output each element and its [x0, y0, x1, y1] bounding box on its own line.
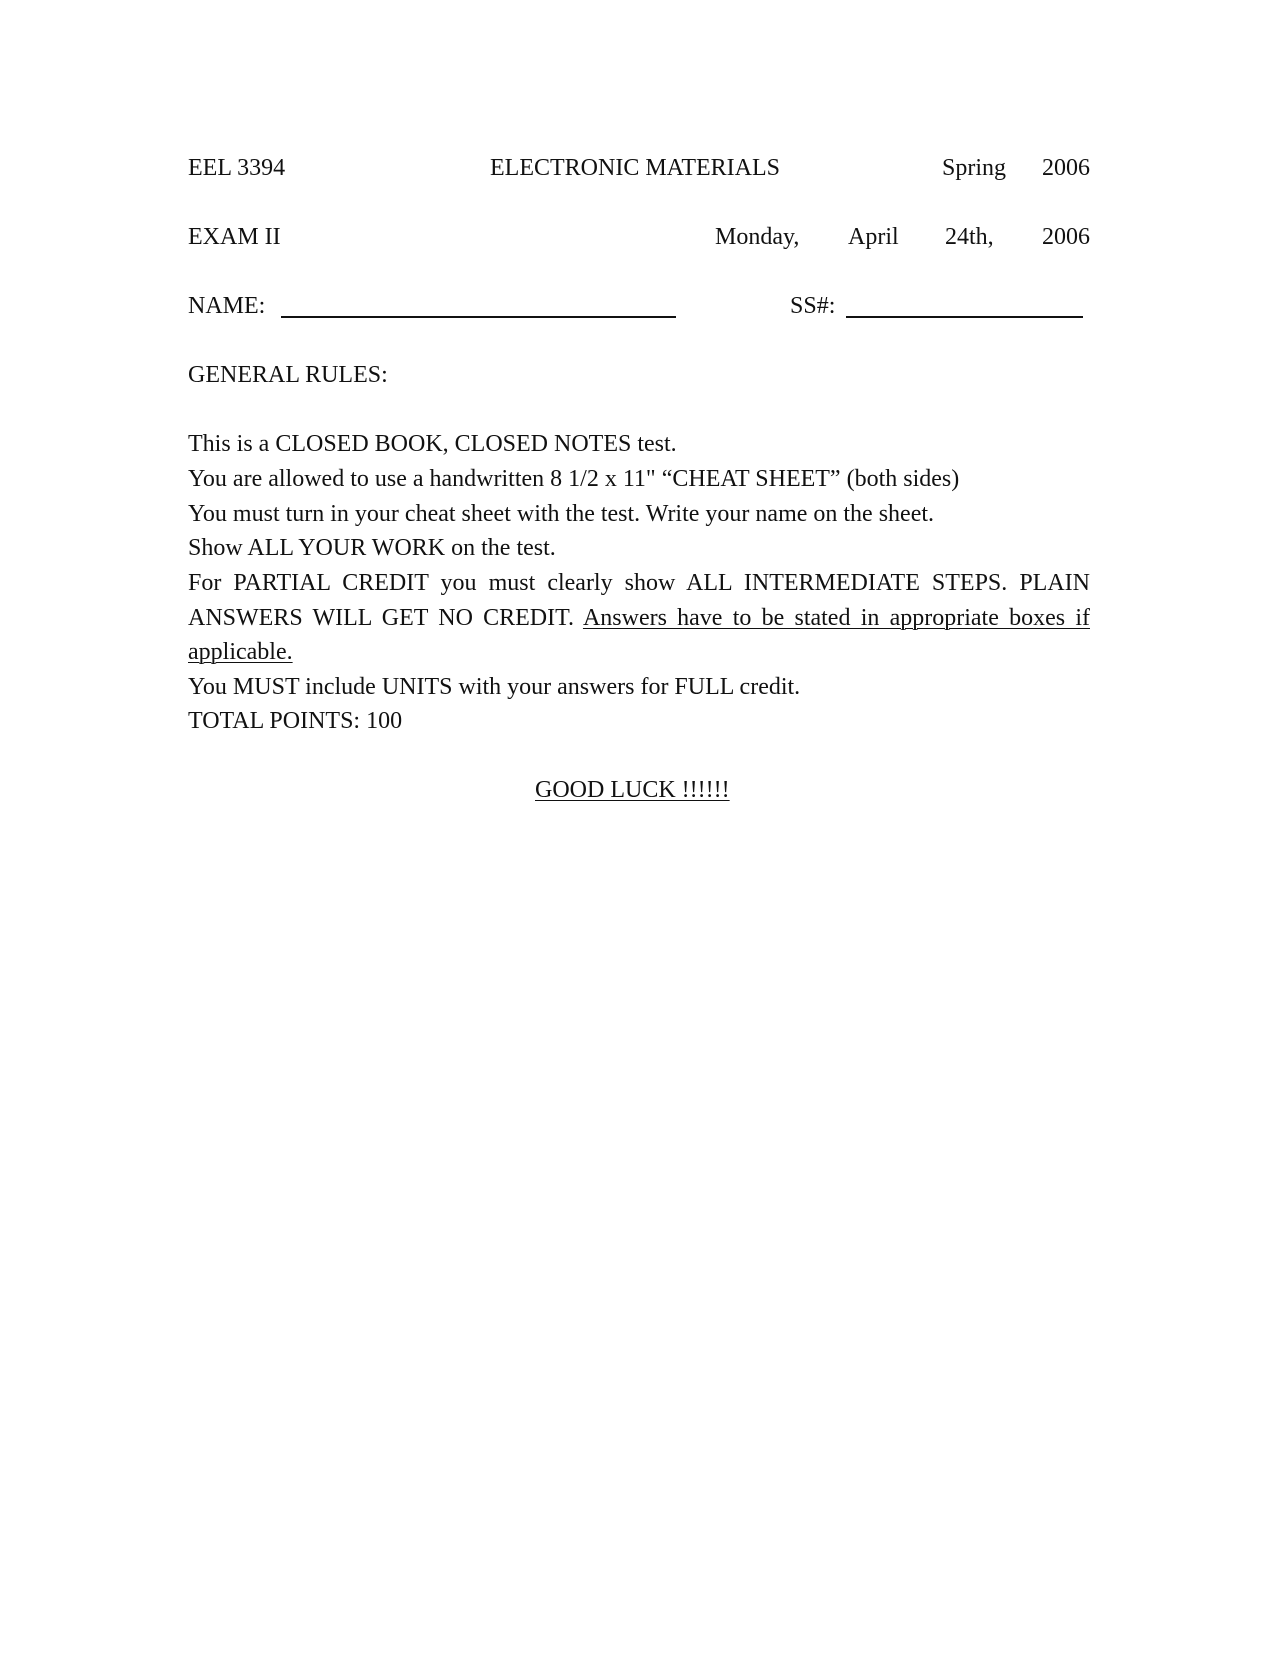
rule-line-8: You MUST include UNITS with your answers for FULL credit.	[188, 674, 801, 700]
good-luck-text: GOOD LUCK !!!!!!	[535, 777, 730, 803]
date-weekday: Monday,	[715, 224, 800, 250]
rule-line-7	[188, 640, 1090, 664]
rule-line-5: For PARTIAL CREDIT you must clearly show ALL INTERMEDIATE STEPS. PLAIN	[188, 570, 1090, 596]
rule-line-2: You are allowed to use a handwritten 8 1/2 x 11" “CHEAT SHEET” (both sides)	[188, 466, 960, 492]
rule-line-1: This is a CLOSED BOOK, CLOSED NOTES test.	[188, 431, 677, 457]
rule-line-6-underlined: Answers have to be stated in appropriate boxes if	[582, 605, 1090, 631]
ss-blank-line[interactable]	[846, 316, 1083, 318]
name-label: NAME:	[188, 293, 266, 319]
course-code: EEL 3394	[188, 155, 286, 181]
course-title: ELECTRONIC MATERIALS	[490, 155, 780, 181]
rules-heading: GENERAL RULES:	[188, 362, 388, 388]
rule-line-7-underlined: applicable.	[188, 639, 293, 665]
rule-line-3: You must turn in your cheat sheet with the test. Write your name on the sheet.	[188, 501, 935, 527]
exam-title: EXAM II	[188, 224, 281, 250]
term-season: Spring	[942, 155, 1007, 181]
rule-line-9: TOTAL POINTS: 100	[188, 708, 403, 734]
rule-line-4: Show ALL YOUR WORK on the test.	[188, 535, 556, 561]
date-day: 24th,	[945, 224, 994, 250]
term-year: 2006	[1042, 155, 1090, 181]
name-blank-line[interactable]	[281, 316, 676, 318]
date-month: April	[848, 224, 899, 250]
rule-line-6-plain: ANSWERS WILL GET NO CREDIT.	[188, 605, 575, 631]
date-year: 2006	[1042, 224, 1090, 250]
rule-line-6	[188, 606, 1090, 630]
ss-label: SS#:	[790, 293, 836, 319]
